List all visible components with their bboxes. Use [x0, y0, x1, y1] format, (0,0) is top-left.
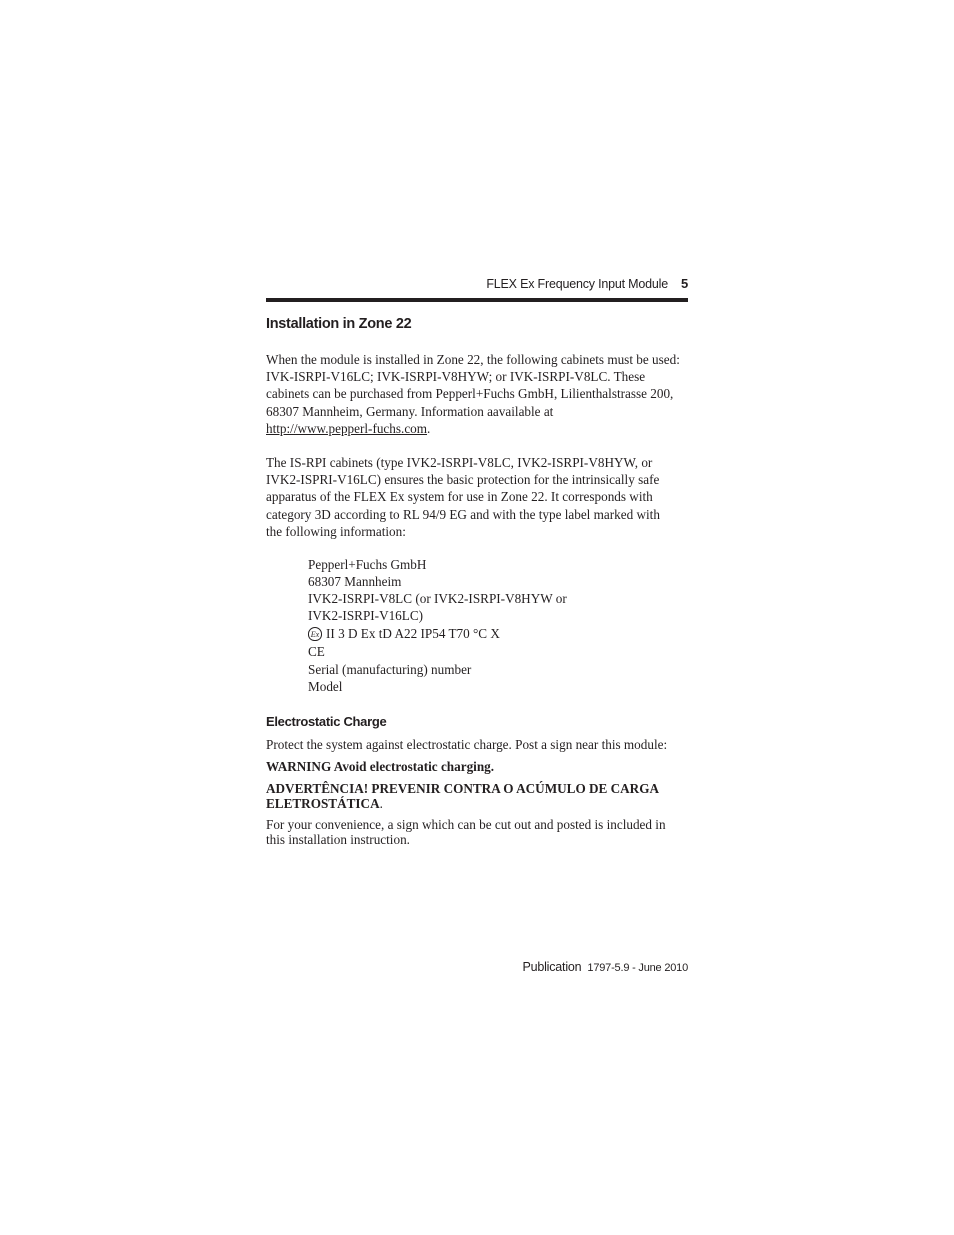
page-number: 5 [680, 276, 688, 291]
esd-warning-portuguese [266, 782, 688, 811]
warning-pt-line: ADVERTÊNCIA! PREVENIR CONTRA O ACÚMULO DE CARGA [266, 781, 659, 797]
label-line: Model [308, 678, 343, 694]
convenience-line: For your convenience, a sign which can be cut out and posted is included in [266, 817, 666, 833]
esd-warning: WARNING Avoid electrostatic charging. [266, 758, 495, 774]
label-line: CE [308, 644, 325, 660]
para1-line: 68307 Mannheim, Germany. Information aavailable at [266, 403, 554, 419]
label-line: 68307 Mannheim [308, 574, 402, 590]
para2-line: The IS-RPI cabinets (type IVK2-ISRPI-V8LC, IVK2-ISRPI-V8HYW, or [266, 455, 653, 471]
warning-pt-suffix: . [379, 795, 383, 811]
ex-hexagon-icon: Ex [308, 627, 322, 641]
warning-pt-line: ELETROSTÁTICA [266, 795, 380, 811]
esd-intro: Protect the system against electrostatic charge. Post a sign near this module: [266, 736, 668, 752]
convenience-line: this installation instruction. [266, 831, 410, 847]
link-suffix: . [427, 420, 431, 436]
para2-line: apparatus of the FLEX Ex system for use in Zone 22. It corresponds with [266, 489, 653, 505]
esd-convenience-note [266, 818, 688, 847]
para2-line: category 3D according to RL 94/9 EG and with the type label marked with [266, 506, 660, 522]
zone22-paragraph-1 [266, 351, 688, 437]
section-heading-electrostatic-charge: Electrostatic Charge [266, 713, 387, 729]
section-heading-zone-22: Installation in Zone 22 [266, 316, 412, 332]
label-line: IVK2-ISRPI-V8LC (or IVK2-ISRPI-V8HYW or [308, 591, 567, 607]
para2-line: IVK2-ISPRI-V16LC) ensures the basic protection for the intrinsically safe [266, 472, 660, 488]
para2-line: the following information: [266, 523, 406, 539]
ex-marking-line [308, 624, 688, 643]
label-line: Serial (manufacturing) number [308, 661, 472, 677]
pepperl-fuchs-link[interactable]: http://www.pepperl-fuchs.com [266, 420, 428, 436]
header-title: FLEX Ex Frequency Input Module [486, 277, 668, 291]
type-label-block [308, 556, 688, 695]
ex-marking: II 3 D Ex tD A22 IP54 T70 °C X [326, 626, 500, 642]
para1-line: cabinets can be purchased from Pepperl+Fuchs GmbH, Lilienthalstrasse 200, [266, 386, 674, 402]
publication-number: 1797-5.9 - June 2010 [587, 962, 688, 974]
para1-line: When the module is installed in Zone 22, the following cabinets must be used: [266, 352, 680, 367]
label-line: Pepperl+Fuchs GmbH [308, 557, 427, 573]
page-footer [266, 960, 688, 974]
para1-line: IVK-ISRPI-V16LC; IVK-ISRPI-V8HYW; or IVK-ISRPI-V8LC. These [266, 369, 646, 385]
label-line: IVK2-ISRPI-V16LC) [308, 608, 424, 624]
running-header [266, 276, 688, 294]
publication-label: Publication [522, 960, 582, 974]
zone22-paragraph-2 [266, 454, 688, 540]
page-content [266, 276, 688, 847]
header-rule [266, 298, 688, 302]
